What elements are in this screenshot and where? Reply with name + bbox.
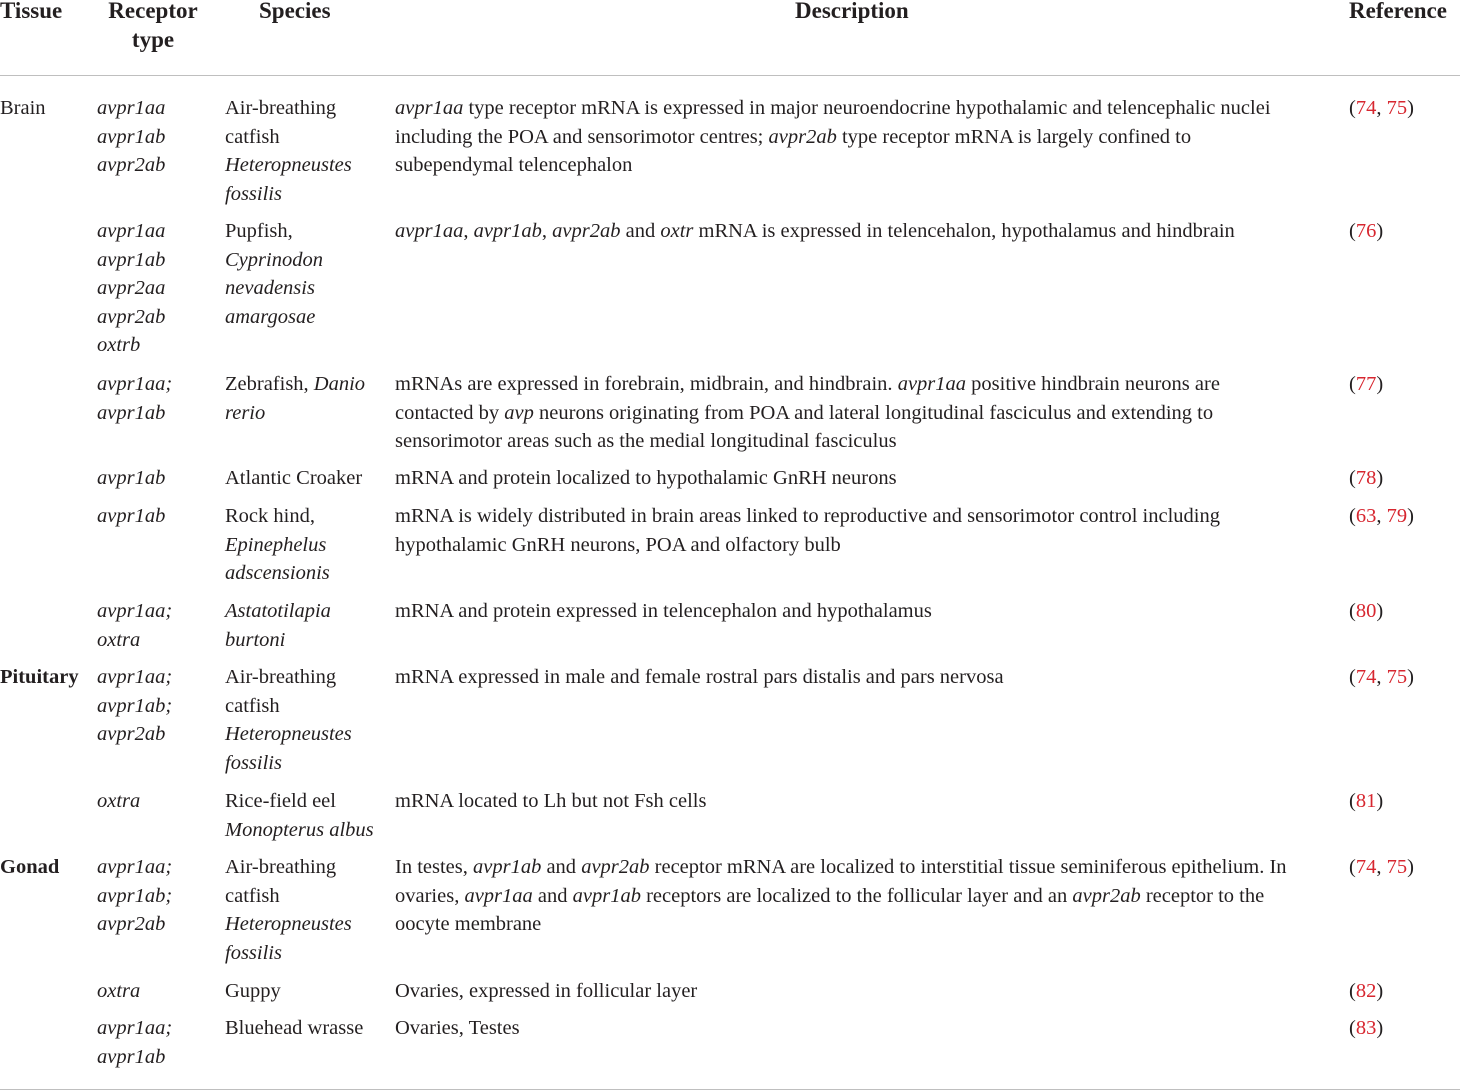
- description-line: mRNAs are expressed in forebrain, midbrain, and hindbrain. avpr1aa positive hindbrain neurons are: [395, 373, 1220, 395]
- reference-link[interactable]: 63: [1355, 505, 1377, 527]
- species-cell: [225, 370, 387, 427]
- reference-link[interactable]: 76: [1355, 220, 1377, 242]
- receptor-cell: [97, 853, 217, 939]
- species-line: amargosae: [225, 305, 316, 328]
- description-cell: [395, 464, 1340, 493]
- species-cell: [225, 787, 387, 844]
- description-line: Ovaries, Testes: [395, 1017, 520, 1039]
- species-cell: [225, 502, 387, 588]
- species-cell: [225, 464, 387, 493]
- description-cell: [395, 502, 1340, 559]
- reference-cell: (74, 75): [1349, 97, 1414, 119]
- species-line: Rice-field eel: [225, 790, 336, 812]
- reference-cell: (74, 75): [1349, 856, 1414, 878]
- species-line: Zebrafish, Danio: [225, 373, 366, 395]
- receptor-line: avpr1ab: [97, 401, 166, 424]
- reference-link[interactable]: 74: [1355, 97, 1377, 119]
- receptor-line: oxtra: [97, 790, 141, 812]
- species-cell: [225, 853, 387, 967]
- receptor-line: avpr1aa;: [97, 373, 173, 395]
- receptor-line: avpr2aa: [97, 277, 166, 300]
- reference-cell: (74, 75): [1349, 666, 1414, 688]
- receptor-line: oxtra: [97, 980, 141, 1002]
- species-cell: [225, 217, 387, 331]
- species-line: Air-breathing: [225, 97, 337, 119]
- species-line: Guppy: [225, 980, 281, 1002]
- species-line: Epinephelus: [225, 533, 327, 556]
- species-cell: [225, 977, 387, 1006]
- receptor-line: oxtrb: [97, 334, 141, 357]
- header-receptor-type: [102, 0, 204, 54]
- receptor-line: avpr1ab;: [97, 884, 173, 907]
- description-cell: [395, 853, 1340, 939]
- reference-link[interactable]: 79: [1386, 505, 1408, 527]
- species-line: nevadensis: [225, 277, 315, 300]
- reference-link[interactable]: 74: [1355, 666, 1377, 688]
- description-line: avpr1aa, avpr1ab, avpr2ab and oxtr mRNA is expressed in telencehalon, hypothalamus and hindbrain: [395, 220, 1235, 242]
- receptor-line: avpr1ab: [97, 125, 166, 148]
- header-description: Description: [795, 0, 909, 23]
- description-cell: [395, 370, 1340, 456]
- header-tissue: Tissue: [0, 0, 63, 23]
- species-cell: [225, 94, 387, 208]
- reference-link[interactable]: 81: [1355, 790, 1377, 812]
- receptor-line: avpr1ab;: [97, 694, 173, 717]
- receptor-line: avpr1aa;: [97, 856, 173, 878]
- description-line: Ovaries, expressed in follicular layer: [395, 980, 698, 1002]
- receptor-line: avpr1aa: [97, 97, 166, 119]
- receptor-cell: [97, 370, 217, 427]
- description-line: ovaries, avpr1aa and avpr1ab receptors are localized to the follicular layer and an avpr2ab receptor to the: [395, 884, 1265, 907]
- receptor-line: avpr1aa;: [97, 1017, 173, 1039]
- description-line: including the POA and sensorimotor centres; avpr2ab type receptor mRNA is largely confined to: [395, 125, 1192, 148]
- species-line: catfish: [225, 694, 280, 717]
- reference-cell: (80): [1349, 600, 1384, 622]
- description-cell: [395, 217, 1340, 246]
- description-line: mRNA is widely distributed in brain areas linked to reproductive and sensorimotor control including: [395, 505, 1220, 527]
- species-line: fossilis: [225, 941, 282, 964]
- species-line: Astatotilapia: [225, 600, 331, 622]
- species-line: Monopterus albus: [225, 818, 374, 841]
- receptor-cell: [97, 1014, 217, 1071]
- species-line: Heteropneustes: [225, 723, 352, 746]
- receptor-cell: [97, 597, 217, 654]
- description-line: mRNA and protein localized to hypothalamic GnRH neurons: [395, 467, 897, 489]
- description-line: mRNA and protein expressed in telencephalon and hypothalamus: [395, 600, 932, 622]
- tissue-cell: Pituitary: [0, 666, 79, 688]
- header-reference: Reference: [1349, 0, 1447, 23]
- reference-link[interactable]: 83: [1355, 1017, 1377, 1039]
- description-line: oocyte membrane: [395, 913, 542, 936]
- receptor-line: avpr1ab: [97, 505, 166, 527]
- reference-link[interactable]: 74: [1355, 856, 1377, 878]
- description-line: contacted by avp neurons originating from POA and lateral longitudinal fasciculus and extending to: [395, 401, 1214, 424]
- header-species: Species: [259, 0, 331, 23]
- header-rule: [0, 75, 1460, 76]
- description-line: In testes, avpr1ab and avpr2ab receptor mRNA are localized to interstitial tissue seminiferous epithelium. In: [395, 856, 1287, 878]
- receptor-line: oxtra: [97, 628, 141, 651]
- header-receptor-line-2: type: [131, 27, 175, 52]
- receptor-line: avpr1ab: [97, 467, 166, 489]
- species-cell: [225, 663, 387, 777]
- species-cell: [225, 1014, 387, 1043]
- description-cell: [395, 977, 1340, 1006]
- species-line: Air-breathing: [225, 856, 337, 878]
- species-line: Heteropneustes: [225, 154, 352, 177]
- reference-cell: (81): [1349, 790, 1384, 812]
- species-line: catfish: [225, 884, 280, 907]
- receptor-line: avpr2ab: [97, 913, 166, 936]
- species-line: Heteropneustes: [225, 913, 352, 936]
- reference-link[interactable]: 75: [1386, 666, 1408, 688]
- description-line: mRNA located to Lh but not Fsh cells: [395, 790, 707, 812]
- species-line: Rock hind,: [225, 505, 315, 527]
- description-line: hypothalamic GnRH neurons, POA and olfactory bulb: [395, 533, 841, 556]
- description-cell: [395, 663, 1340, 692]
- receptor-cell: [97, 94, 217, 180]
- receptor-line: avpr1ab: [97, 248, 166, 271]
- reference-cell: (83): [1349, 1017, 1384, 1039]
- description-line: mRNA expressed in male and female rostral pars distalis and pars nervosa: [395, 666, 1004, 688]
- reference-cell: (63, 79): [1349, 505, 1414, 527]
- reference-link[interactable]: 75: [1386, 97, 1408, 119]
- receptor-line: avpr1aa;: [97, 666, 173, 688]
- species-line: Air-breathing: [225, 666, 337, 688]
- description-cell: [395, 597, 1340, 626]
- description-cell: [395, 94, 1340, 180]
- species-line: Atlantic Croaker: [225, 467, 363, 489]
- species-cell: [225, 597, 387, 654]
- receptor-line: avpr2ab: [97, 154, 166, 177]
- receptor-cell: [97, 502, 217, 531]
- species-line: fossilis: [225, 751, 282, 774]
- description-cell: [395, 787, 1340, 816]
- receptor-line: avpr1ab: [97, 1045, 166, 1068]
- species-line: burtoni: [225, 628, 286, 651]
- description-line: avpr1aa type receptor mRNA is expressed in major neuroendocrine hypothalamic and telencephalic nuclei: [395, 97, 1271, 119]
- species-line: adscensionis: [225, 562, 330, 585]
- receptor-cell: [97, 977, 217, 1006]
- receptor-cell: [97, 217, 217, 360]
- reference-link[interactable]: 75: [1386, 856, 1408, 878]
- species-line: Cyprinodon: [225, 248, 323, 271]
- description-line: sensorimotor areas such as the medial longitudinal fasciculus: [395, 430, 897, 453]
- reference-link[interactable]: 78: [1355, 467, 1377, 489]
- reference-link[interactable]: 80: [1355, 600, 1377, 622]
- receptor-line: avpr2ab: [97, 305, 166, 328]
- header-receptor-line-1: Receptor: [108, 0, 198, 23]
- reference-cell: (78): [1349, 467, 1384, 489]
- reference-link[interactable]: 77: [1355, 373, 1377, 395]
- reference-cell: (76): [1349, 220, 1384, 242]
- species-line: Bluehead wrasse: [225, 1017, 364, 1039]
- receptor-line: avpr2ab: [97, 723, 166, 746]
- species-line: fossilis: [225, 182, 282, 205]
- species-line: catfish: [225, 125, 280, 148]
- footer-rule: [0, 1089, 1460, 1090]
- tissue-cell: Brain: [0, 97, 46, 119]
- receptor-line: avpr1aa;: [97, 600, 173, 622]
- species-line: Pupfish,: [225, 220, 293, 242]
- description-line: subependymal telencephalon: [395, 154, 633, 177]
- tissue-cell: Gonad: [0, 856, 60, 878]
- reference-cell: (77): [1349, 373, 1384, 395]
- receptor-line: avpr1aa: [97, 220, 166, 242]
- receptor-cell: [97, 787, 217, 816]
- receptor-cell: [97, 464, 217, 493]
- description-cell: [395, 1014, 1340, 1043]
- species-line: rerio: [225, 401, 266, 424]
- reference-cell: (82): [1349, 980, 1384, 1002]
- receptor-cell: [97, 663, 217, 749]
- reference-link[interactable]: 82: [1355, 980, 1377, 1002]
